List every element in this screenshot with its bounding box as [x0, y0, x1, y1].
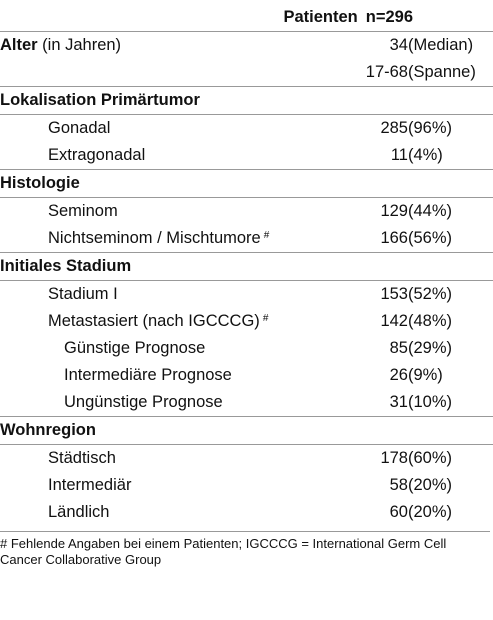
row-label-age — [0, 32, 366, 60]
age-label-bold: Alter — [0, 36, 38, 54]
age-median-value: 34 — [366, 32, 408, 60]
table-row: Seminom 129 (44%) — [0, 198, 493, 226]
age-range-label: (Spanne) — [407, 63, 476, 81]
table-row: Ländlich 60 (20%) — [48, 503, 452, 521]
row-label: Nichtseminom / Mischtumore — [48, 229, 261, 247]
table-row: Nichtseminom / Mischtumore # 166 (56%) — [48, 229, 452, 247]
table-row-age-range — [0, 59, 493, 87]
patient-characteristics-table — [0, 4, 493, 526]
section-header-stadium: Initiales Stadium — [0, 253, 493, 281]
table-footnote: # Fehlende Angaben bei einem Patienten; IGCCCG = International Germ Cell Cancer Collaborative Group — [0, 531, 490, 568]
age-label-rest: (in Jahren) — [37, 36, 122, 54]
table-row: Extragonadal 11 (4%) — [48, 146, 443, 164]
column-header-patients: Patienten — [283, 8, 358, 26]
section-header-histologie: Histologie — [0, 170, 493, 198]
table-row: Stadium I 153 (52%) — [0, 281, 493, 309]
age-median-label: (Median) — [408, 32, 493, 60]
footnote-mark: # — [263, 230, 270, 241]
table-header-row — [0, 4, 493, 32]
section-header-wohnregion: Wohnregion — [0, 417, 493, 445]
age-range-value: 17-68 — [365, 63, 408, 81]
row-label: Metastasiert (nach IGCCCG) — [48, 312, 260, 330]
table-row: Gonadal 285 (96%) — [0, 115, 493, 143]
table-row: Ungünstige Prognose 31 (10%) — [64, 393, 452, 411]
table-row: Metastasiert (nach IGCCCG) # 142 (48%) — [48, 312, 452, 330]
table-row-age-median — [0, 32, 493, 60]
table-row: Intermediäre Prognose 26 (9%) — [64, 366, 443, 384]
column-header-n: n=296 — [365, 8, 414, 26]
table-row: Günstige Prognose 85 (29%) — [64, 339, 452, 357]
footnote-mark: # — [262, 313, 269, 324]
table-row: Städtisch 178 (60%) — [0, 445, 493, 473]
section-header-lokalisation: Lokalisation Primärtumor — [0, 87, 493, 115]
table-row: Intermediär 58 (20%) — [48, 476, 452, 494]
